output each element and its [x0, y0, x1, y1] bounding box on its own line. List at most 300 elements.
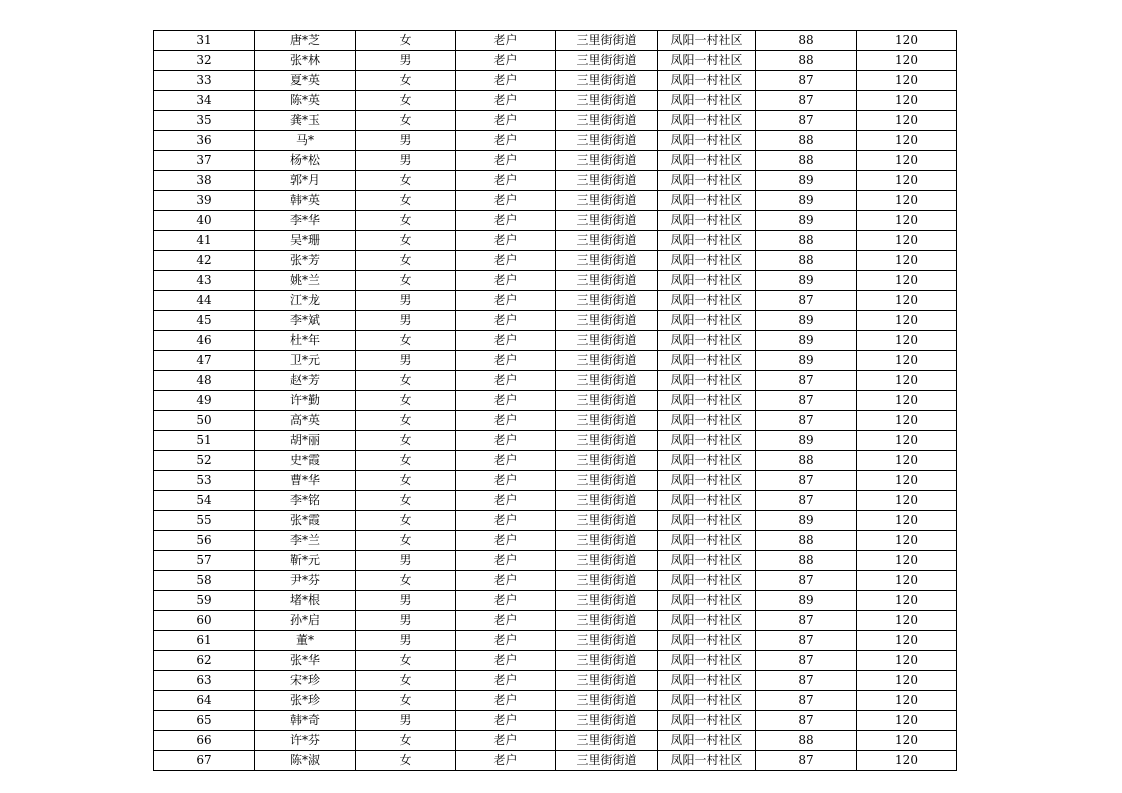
table-row — [154, 91, 957, 111]
name-cell: 李*华 — [255, 211, 356, 231]
community-cell: 凤阳一村社区 — [658, 171, 756, 191]
table-row — [154, 31, 957, 51]
amount-cell: 120 — [857, 231, 957, 251]
row-number-cell: 35 — [154, 111, 255, 131]
community-cell: 凤阳一村社区 — [658, 91, 756, 111]
gender-cell: 男 — [356, 311, 456, 331]
table-body — [154, 31, 957, 771]
score-cell: 89 — [756, 311, 857, 331]
street-cell: 三里街街道 — [556, 151, 658, 171]
household-type-cell: 老户 — [456, 531, 556, 551]
table-row — [154, 431, 957, 451]
household-type-cell: 老户 — [456, 571, 556, 591]
household-type-cell: 老户 — [456, 151, 556, 171]
gender-cell: 女 — [356, 651, 456, 671]
gender-cell: 女 — [356, 91, 456, 111]
gender-cell: 女 — [356, 751, 456, 771]
name-cell: 董* — [255, 631, 356, 651]
gender-cell: 男 — [356, 551, 456, 571]
row-number-cell: 60 — [154, 611, 255, 631]
gender-cell: 男 — [356, 291, 456, 311]
amount-cell: 120 — [857, 591, 957, 611]
row-number-cell: 42 — [154, 251, 255, 271]
name-cell: 张*霞 — [255, 511, 356, 531]
street-cell: 三里街街道 — [556, 571, 658, 591]
community-cell: 凤阳一村社区 — [658, 111, 756, 131]
gender-cell: 女 — [356, 471, 456, 491]
row-number-cell: 34 — [154, 91, 255, 111]
amount-cell: 120 — [857, 71, 957, 91]
table-row — [154, 731, 957, 751]
community-cell: 凤阳一村社区 — [658, 411, 756, 431]
table-row — [154, 191, 957, 211]
name-cell: 赵*芳 — [255, 371, 356, 391]
table-row — [154, 351, 957, 371]
street-cell: 三里街街道 — [556, 211, 658, 231]
table-row — [154, 511, 957, 531]
community-cell: 凤阳一村社区 — [658, 211, 756, 231]
community-cell: 凤阳一村社区 — [658, 651, 756, 671]
street-cell: 三里街街道 — [556, 531, 658, 551]
table-row — [154, 531, 957, 551]
gender-cell: 女 — [356, 491, 456, 511]
household-type-cell: 老户 — [456, 231, 556, 251]
gender-cell: 男 — [356, 351, 456, 371]
gender-cell: 女 — [356, 271, 456, 291]
household-type-cell: 老户 — [456, 471, 556, 491]
street-cell: 三里街街道 — [556, 611, 658, 631]
name-cell: 张*珍 — [255, 691, 356, 711]
community-cell: 凤阳一村社区 — [658, 591, 756, 611]
name-cell: 张*华 — [255, 651, 356, 671]
name-cell: 李*斌 — [255, 311, 356, 331]
table-row — [154, 71, 957, 91]
gender-cell: 女 — [356, 171, 456, 191]
street-cell: 三里街街道 — [556, 551, 658, 571]
street-cell: 三里街街道 — [556, 351, 658, 371]
community-cell: 凤阳一村社区 — [658, 431, 756, 451]
amount-cell: 120 — [857, 411, 957, 431]
amount-cell: 120 — [857, 191, 957, 211]
name-cell: 张*林 — [255, 51, 356, 71]
amount-cell: 120 — [857, 751, 957, 771]
household-type-cell: 老户 — [456, 351, 556, 371]
gender-cell: 女 — [356, 391, 456, 411]
name-cell: 杨*松 — [255, 151, 356, 171]
street-cell: 三里街街道 — [556, 91, 658, 111]
street-cell: 三里街街道 — [556, 311, 658, 331]
name-cell: 曹*华 — [255, 471, 356, 491]
score-cell: 88 — [756, 131, 857, 151]
community-cell: 凤阳一村社区 — [658, 311, 756, 331]
score-cell: 89 — [756, 271, 857, 291]
household-type-cell: 老户 — [456, 551, 556, 571]
score-cell: 89 — [756, 511, 857, 531]
name-cell: 高*英 — [255, 411, 356, 431]
community-cell: 凤阳一村社区 — [658, 471, 756, 491]
street-cell: 三里街街道 — [556, 751, 658, 771]
name-cell: 龚*玉 — [255, 111, 356, 131]
community-cell: 凤阳一村社区 — [658, 691, 756, 711]
table-row — [154, 651, 957, 671]
street-cell: 三里街街道 — [556, 411, 658, 431]
community-cell: 凤阳一村社区 — [658, 251, 756, 271]
household-type-cell: 老户 — [456, 251, 556, 271]
row-number-cell: 62 — [154, 651, 255, 671]
score-cell: 87 — [756, 91, 857, 111]
table-row — [154, 291, 957, 311]
household-type-cell: 老户 — [456, 691, 556, 711]
row-number-cell: 66 — [154, 731, 255, 751]
name-cell: 孙*启 — [255, 611, 356, 631]
street-cell: 三里街街道 — [556, 491, 658, 511]
street-cell: 三里街街道 — [556, 631, 658, 651]
community-cell: 凤阳一村社区 — [658, 611, 756, 631]
household-type-cell: 老户 — [456, 271, 556, 291]
score-cell: 88 — [756, 31, 857, 51]
name-cell: 杜*年 — [255, 331, 356, 351]
name-cell: 江*龙 — [255, 291, 356, 311]
table-row — [154, 331, 957, 351]
score-cell: 87 — [756, 611, 857, 631]
street-cell: 三里街街道 — [556, 691, 658, 711]
score-cell: 87 — [756, 671, 857, 691]
community-cell: 凤阳一村社区 — [658, 631, 756, 651]
score-cell: 87 — [756, 371, 857, 391]
table-row — [154, 151, 957, 171]
gender-cell: 女 — [356, 731, 456, 751]
row-number-cell: 40 — [154, 211, 255, 231]
amount-cell: 120 — [857, 711, 957, 731]
row-number-cell: 56 — [154, 531, 255, 551]
street-cell: 三里街街道 — [556, 711, 658, 731]
amount-cell: 120 — [857, 431, 957, 451]
household-type-cell: 老户 — [456, 491, 556, 511]
gender-cell: 男 — [356, 131, 456, 151]
amount-cell: 120 — [857, 271, 957, 291]
household-type-cell: 老户 — [456, 411, 556, 431]
score-cell: 88 — [756, 551, 857, 571]
name-cell: 唐*芝 — [255, 31, 356, 51]
name-cell: 李*兰 — [255, 531, 356, 551]
gender-cell: 女 — [356, 451, 456, 471]
name-cell: 史*霞 — [255, 451, 356, 471]
community-cell: 凤阳一村社区 — [658, 331, 756, 351]
community-cell: 凤阳一村社区 — [658, 751, 756, 771]
table-row — [154, 371, 957, 391]
score-cell: 87 — [756, 411, 857, 431]
amount-cell: 120 — [857, 351, 957, 371]
community-cell: 凤阳一村社区 — [658, 191, 756, 211]
community-cell: 凤阳一村社区 — [658, 351, 756, 371]
row-number-cell: 41 — [154, 231, 255, 251]
row-number-cell: 59 — [154, 591, 255, 611]
table-row — [154, 691, 957, 711]
gender-cell: 女 — [356, 231, 456, 251]
community-cell: 凤阳一村社区 — [658, 511, 756, 531]
street-cell: 三里街街道 — [556, 111, 658, 131]
amount-cell: 120 — [857, 111, 957, 131]
amount-cell: 120 — [857, 51, 957, 71]
gender-cell: 女 — [356, 331, 456, 351]
community-cell: 凤阳一村社区 — [658, 711, 756, 731]
score-cell: 87 — [756, 711, 857, 731]
name-cell: 宋*珍 — [255, 671, 356, 691]
community-cell: 凤阳一村社区 — [658, 491, 756, 511]
score-cell: 87 — [756, 391, 857, 411]
table-row — [154, 311, 957, 331]
street-cell: 三里街街道 — [556, 191, 658, 211]
amount-cell: 120 — [857, 31, 957, 51]
score-cell: 88 — [756, 151, 857, 171]
household-type-cell: 老户 — [456, 111, 556, 131]
amount-cell: 120 — [857, 131, 957, 151]
row-number-cell: 38 — [154, 171, 255, 191]
table-row — [154, 631, 957, 651]
gender-cell: 女 — [356, 511, 456, 531]
gender-cell: 女 — [356, 671, 456, 691]
household-type-cell: 老户 — [456, 131, 556, 151]
name-cell: 尹*芬 — [255, 571, 356, 591]
row-number-cell: 45 — [154, 311, 255, 331]
score-cell: 87 — [756, 111, 857, 131]
household-type-cell: 老户 — [456, 631, 556, 651]
gender-cell: 女 — [356, 191, 456, 211]
row-number-cell: 39 — [154, 191, 255, 211]
community-cell: 凤阳一村社区 — [658, 231, 756, 251]
amount-cell: 120 — [857, 531, 957, 551]
community-cell: 凤阳一村社区 — [658, 571, 756, 591]
amount-cell: 120 — [857, 251, 957, 271]
score-cell: 88 — [756, 251, 857, 271]
score-cell: 87 — [756, 691, 857, 711]
table-row — [154, 271, 957, 291]
row-number-cell: 43 — [154, 271, 255, 291]
amount-cell: 120 — [857, 451, 957, 471]
street-cell: 三里街街道 — [556, 431, 658, 451]
household-type-cell: 老户 — [456, 51, 556, 71]
street-cell: 三里街街道 — [556, 331, 658, 351]
street-cell: 三里街街道 — [556, 31, 658, 51]
name-cell: 韩*英 — [255, 191, 356, 211]
household-type-cell: 老户 — [456, 371, 556, 391]
household-type-cell: 老户 — [456, 291, 556, 311]
score-cell: 89 — [756, 171, 857, 191]
amount-cell: 120 — [857, 91, 957, 111]
gender-cell: 男 — [356, 611, 456, 631]
gender-cell: 女 — [356, 691, 456, 711]
amount-cell: 120 — [857, 211, 957, 231]
score-cell: 88 — [756, 231, 857, 251]
gender-cell: 女 — [356, 251, 456, 271]
data-table — [153, 30, 957, 771]
amount-cell: 120 — [857, 391, 957, 411]
row-number-cell: 31 — [154, 31, 255, 51]
row-number-cell: 61 — [154, 631, 255, 651]
gender-cell: 女 — [356, 71, 456, 91]
household-type-cell: 老户 — [456, 31, 556, 51]
street-cell: 三里街街道 — [556, 171, 658, 191]
household-type-cell: 老户 — [456, 591, 556, 611]
table-row — [154, 751, 957, 771]
score-cell: 87 — [756, 471, 857, 491]
community-cell: 凤阳一村社区 — [658, 731, 756, 751]
street-cell: 三里街街道 — [556, 671, 658, 691]
community-cell: 凤阳一村社区 — [658, 531, 756, 551]
score-cell: 89 — [756, 351, 857, 371]
household-type-cell: 老户 — [456, 171, 556, 191]
community-cell: 凤阳一村社区 — [658, 31, 756, 51]
gender-cell: 男 — [356, 51, 456, 71]
gender-cell: 男 — [356, 711, 456, 731]
street-cell: 三里街街道 — [556, 291, 658, 311]
street-cell: 三里街街道 — [556, 371, 658, 391]
table-row — [154, 231, 957, 251]
row-number-cell: 53 — [154, 471, 255, 491]
household-type-cell: 老户 — [456, 91, 556, 111]
row-number-cell: 50 — [154, 411, 255, 431]
household-type-cell: 老户 — [456, 751, 556, 771]
amount-cell: 120 — [857, 671, 957, 691]
street-cell: 三里街街道 — [556, 271, 658, 291]
community-cell: 凤阳一村社区 — [658, 131, 756, 151]
street-cell: 三里街街道 — [556, 471, 658, 491]
row-number-cell: 54 — [154, 491, 255, 511]
name-cell: 靳*元 — [255, 551, 356, 571]
name-cell: 韩*奇 — [255, 711, 356, 731]
table-row — [154, 711, 957, 731]
gender-cell: 男 — [356, 591, 456, 611]
table-row — [154, 111, 957, 131]
gender-cell: 女 — [356, 111, 456, 131]
gender-cell: 女 — [356, 371, 456, 391]
row-number-cell: 32 — [154, 51, 255, 71]
community-cell: 凤阳一村社区 — [658, 291, 756, 311]
gender-cell: 男 — [356, 631, 456, 651]
household-type-cell: 老户 — [456, 711, 556, 731]
amount-cell: 120 — [857, 371, 957, 391]
score-cell: 89 — [756, 591, 857, 611]
name-cell: 许*芬 — [255, 731, 356, 751]
amount-cell: 120 — [857, 291, 957, 311]
name-cell: 张*芳 — [255, 251, 356, 271]
gender-cell: 女 — [356, 531, 456, 551]
household-type-cell: 老户 — [456, 191, 556, 211]
row-number-cell: 65 — [154, 711, 255, 731]
score-cell: 87 — [756, 571, 857, 591]
score-cell: 87 — [756, 631, 857, 651]
amount-cell: 120 — [857, 551, 957, 571]
gender-cell: 男 — [356, 151, 456, 171]
table-row — [154, 671, 957, 691]
amount-cell: 120 — [857, 511, 957, 531]
name-cell: 马* — [255, 131, 356, 151]
table-row — [154, 391, 957, 411]
score-cell: 89 — [756, 331, 857, 351]
table-row — [154, 211, 957, 231]
score-cell: 88 — [756, 51, 857, 71]
household-type-cell: 老户 — [456, 391, 556, 411]
score-cell: 89 — [756, 191, 857, 211]
table-row — [154, 491, 957, 511]
amount-cell: 120 — [857, 491, 957, 511]
household-type-cell: 老户 — [456, 451, 556, 471]
community-cell: 凤阳一村社区 — [658, 51, 756, 71]
score-cell: 87 — [756, 751, 857, 771]
household-type-cell: 老户 — [456, 511, 556, 531]
row-number-cell: 48 — [154, 371, 255, 391]
gender-cell: 女 — [356, 211, 456, 231]
row-number-cell: 36 — [154, 131, 255, 151]
score-cell: 87 — [756, 71, 857, 91]
household-type-cell: 老户 — [456, 671, 556, 691]
gender-cell: 女 — [356, 431, 456, 451]
table-row — [154, 591, 957, 611]
amount-cell: 120 — [857, 151, 957, 171]
table-row — [154, 411, 957, 431]
amount-cell: 120 — [857, 471, 957, 491]
name-cell: 夏*英 — [255, 71, 356, 91]
gender-cell: 女 — [356, 31, 456, 51]
community-cell: 凤阳一村社区 — [658, 451, 756, 471]
street-cell: 三里街街道 — [556, 651, 658, 671]
table-row — [154, 131, 957, 151]
amount-cell: 120 — [857, 691, 957, 711]
amount-cell: 120 — [857, 571, 957, 591]
name-cell: 陈*淑 — [255, 751, 356, 771]
table-row — [154, 471, 957, 491]
row-number-cell: 67 — [154, 751, 255, 771]
row-number-cell: 51 — [154, 431, 255, 451]
row-number-cell: 57 — [154, 551, 255, 571]
row-number-cell: 37 — [154, 151, 255, 171]
row-number-cell: 52 — [154, 451, 255, 471]
score-cell: 89 — [756, 431, 857, 451]
row-number-cell: 55 — [154, 511, 255, 531]
street-cell: 三里街街道 — [556, 231, 658, 251]
row-number-cell: 49 — [154, 391, 255, 411]
household-type-cell: 老户 — [456, 431, 556, 451]
amount-cell: 120 — [857, 731, 957, 751]
gender-cell: 女 — [356, 411, 456, 431]
amount-cell: 120 — [857, 171, 957, 191]
score-cell: 87 — [756, 491, 857, 511]
row-number-cell: 33 — [154, 71, 255, 91]
amount-cell: 120 — [857, 611, 957, 631]
name-cell: 姚*兰 — [255, 271, 356, 291]
row-number-cell: 47 — [154, 351, 255, 371]
amount-cell: 120 — [857, 331, 957, 351]
amount-cell: 120 — [857, 311, 957, 331]
household-type-cell: 老户 — [456, 651, 556, 671]
community-cell: 凤阳一村社区 — [658, 71, 756, 91]
table-row — [154, 611, 957, 631]
table-row — [154, 171, 957, 191]
community-cell: 凤阳一村社区 — [658, 271, 756, 291]
household-type-cell: 老户 — [456, 311, 556, 331]
table-row — [154, 551, 957, 571]
name-cell: 堵*根 — [255, 591, 356, 611]
street-cell: 三里街街道 — [556, 511, 658, 531]
street-cell: 三里街街道 — [556, 51, 658, 71]
name-cell: 卫*元 — [255, 351, 356, 371]
household-type-cell: 老户 — [456, 611, 556, 631]
row-number-cell: 44 — [154, 291, 255, 311]
score-cell: 89 — [756, 211, 857, 231]
street-cell: 三里街街道 — [556, 251, 658, 271]
name-cell: 李*铭 — [255, 491, 356, 511]
table-row — [154, 251, 957, 271]
